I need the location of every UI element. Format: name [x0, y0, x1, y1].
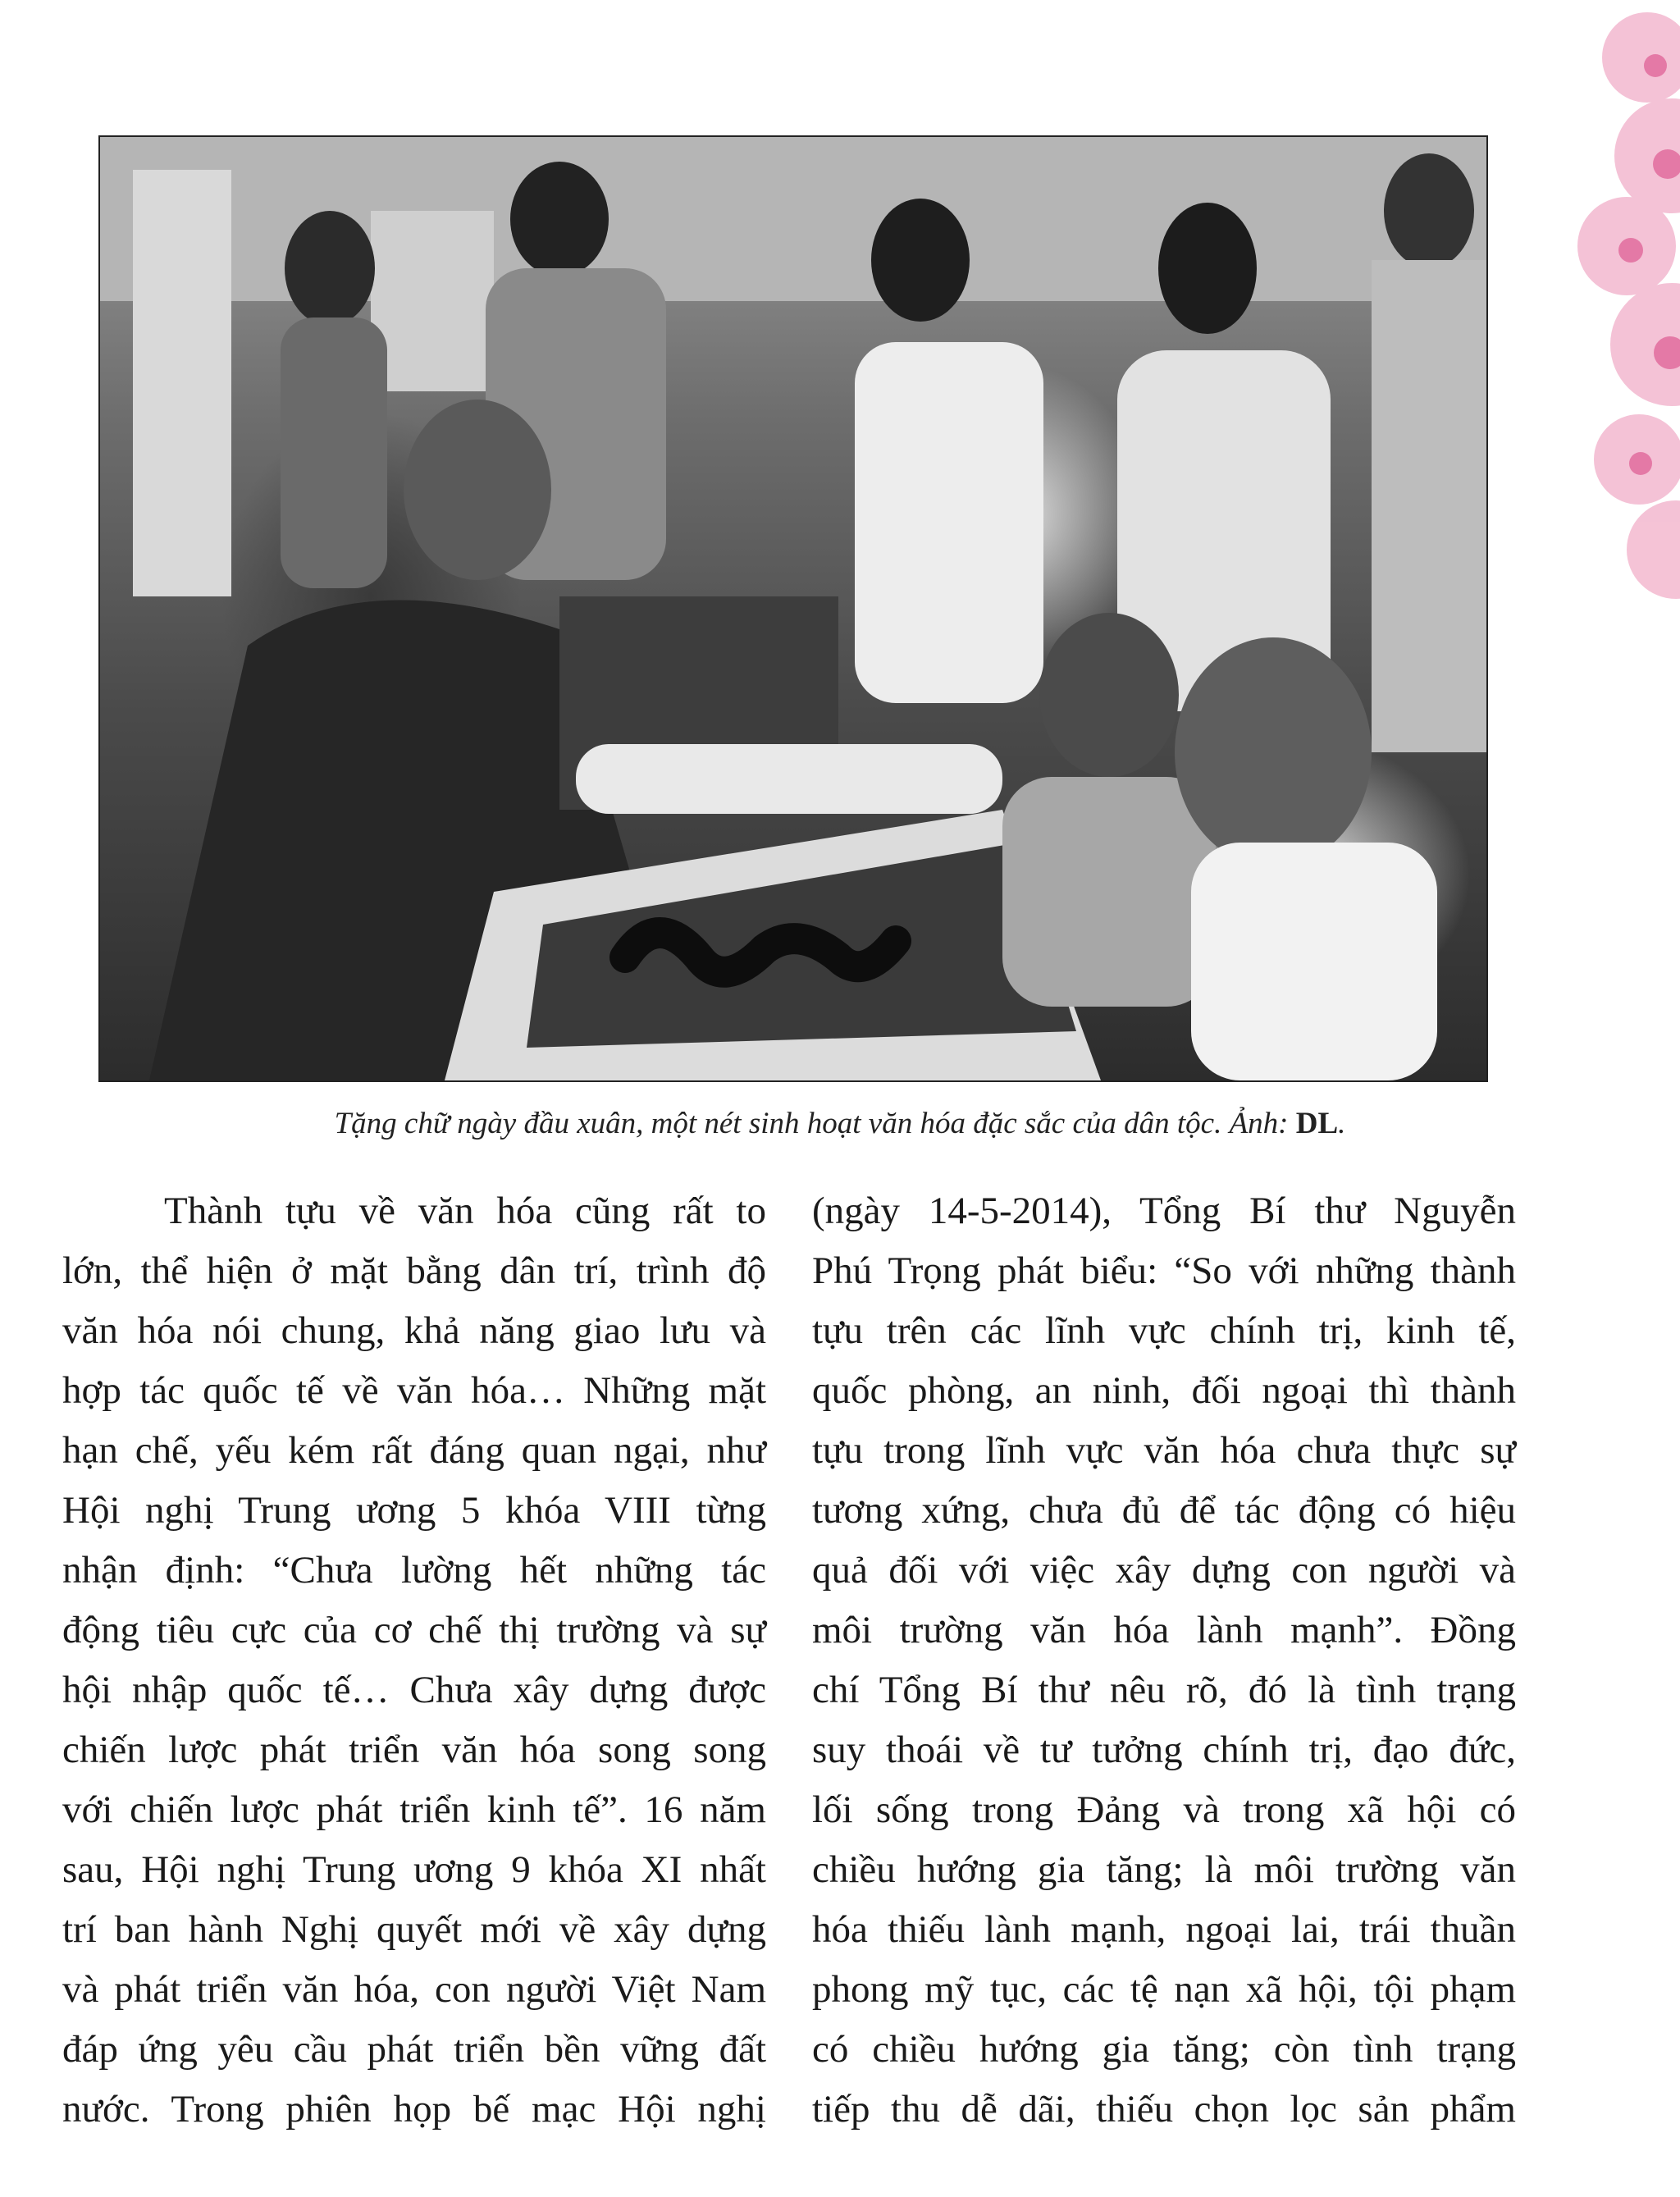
caption-end: . — [1338, 1107, 1346, 1140]
right-line: (ngày 14-5-2014), Tổng Bí thư Nguyễn — [812, 1190, 1516, 1232]
right-line: tương xứng, chưa đủ để tác động có hiệu — [812, 1489, 1516, 1532]
caption-text: Tặng chữ ngày đầu xuân, một nét sinh hoạt văn hóa đặc sắc của dân tộc. Ảnh: — [334, 1107, 1296, 1140]
right-line: chí Tổng Bí thư nêu rõ, đó là tình trạng — [812, 1669, 1516, 1711]
left-line: chiến lược phát triển văn hóa song song — [62, 1729, 766, 1771]
left-line: trí ban hành Nghị quyết mới về xây dựng — [62, 1908, 766, 1951]
right-line: môi trường văn hóa lành mạnh”. Đồng — [812, 1609, 1516, 1651]
left-line: nhận định: “Chưa lường hết những tác — [62, 1549, 766, 1592]
pink-blossom-decoration — [1549, 0, 1680, 623]
right-line: quốc phòng, an ninh, đối ngoại thì thành — [812, 1369, 1516, 1412]
photo-caption — [0, 1106, 1680, 1141]
right-line: tiếp thu dễ dãi, thiếu chọn lọc sản phẩm — [812, 2088, 1516, 2131]
left-line: hạn chế, yếu kém rất đáng quan ngại, như — [62, 1429, 766, 1472]
right-line: chiều hướng gia tăng; là môi trường văn — [812, 1848, 1516, 1891]
right-line: lối sống trong Đảng và trong xã hội có — [812, 1788, 1516, 1831]
right-column-text — [812, 1181, 1516, 2140]
right-line: có chiều hướng gia tăng; còn tình trạng — [812, 2028, 1516, 2071]
left-line: sau, Hội nghị Trung ương 9 khóa XI nhất — [62, 1848, 766, 1891]
right-line: tựu trên các lĩnh vực chính trị, kinh tế, — [812, 1309, 1516, 1352]
right-line: quả đối với việc xây dựng con người và — [812, 1549, 1516, 1592]
caption-credit: DL — [1295, 1107, 1339, 1140]
left-line: Thành tựu về văn hóa cũng rất to — [164, 1190, 766, 1232]
right-line: phong mỹ tục, các tệ nạn xã hội, tội phạm — [812, 1968, 1516, 2011]
calligraphy-photo — [98, 135, 1488, 1082]
left-line: và phát triển văn hóa, con người Việt Nam — [62, 1968, 766, 2011]
left-line: hợp tác quốc tế về văn hóa… Những mặt — [62, 1369, 766, 1412]
left-line: hội nhập quốc tế… Chưa xây dựng được — [62, 1669, 766, 1711]
left-line: động tiêu cực của cơ chế thị trường và sự — [62, 1609, 766, 1651]
right-line: Phú Trọng phát biểu: “So với những thành — [812, 1249, 1516, 1292]
left-column-text — [62, 1181, 766, 2140]
left-line: với chiến lược phát triển kinh tế”. 16 năm — [62, 1788, 766, 1831]
left-line: lớn, thể hiện ở mặt bằng dân trí, trình độ — [62, 1249, 766, 1292]
right-line: tựu trong lĩnh vực văn hóa chưa thực sự — [812, 1429, 1516, 1472]
left-line: văn hóa nói chung, khả năng giao lưu và — [62, 1309, 766, 1352]
right-line: hóa thiếu lành mạnh, ngoại lai, trái thuần — [812, 1908, 1516, 1951]
left-line: đáp ứng yêu cầu phát triển bền vững đất — [62, 2028, 766, 2071]
right-line: suy thoái về tư tưởng chính trị, đạo đức, — [812, 1729, 1516, 1771]
left-line: Hội nghị Trung ương 5 khóa VIII từng — [62, 1489, 766, 1532]
left-line: nước. Trong phiên họp bế mạc Hội nghị — [62, 2088, 766, 2131]
